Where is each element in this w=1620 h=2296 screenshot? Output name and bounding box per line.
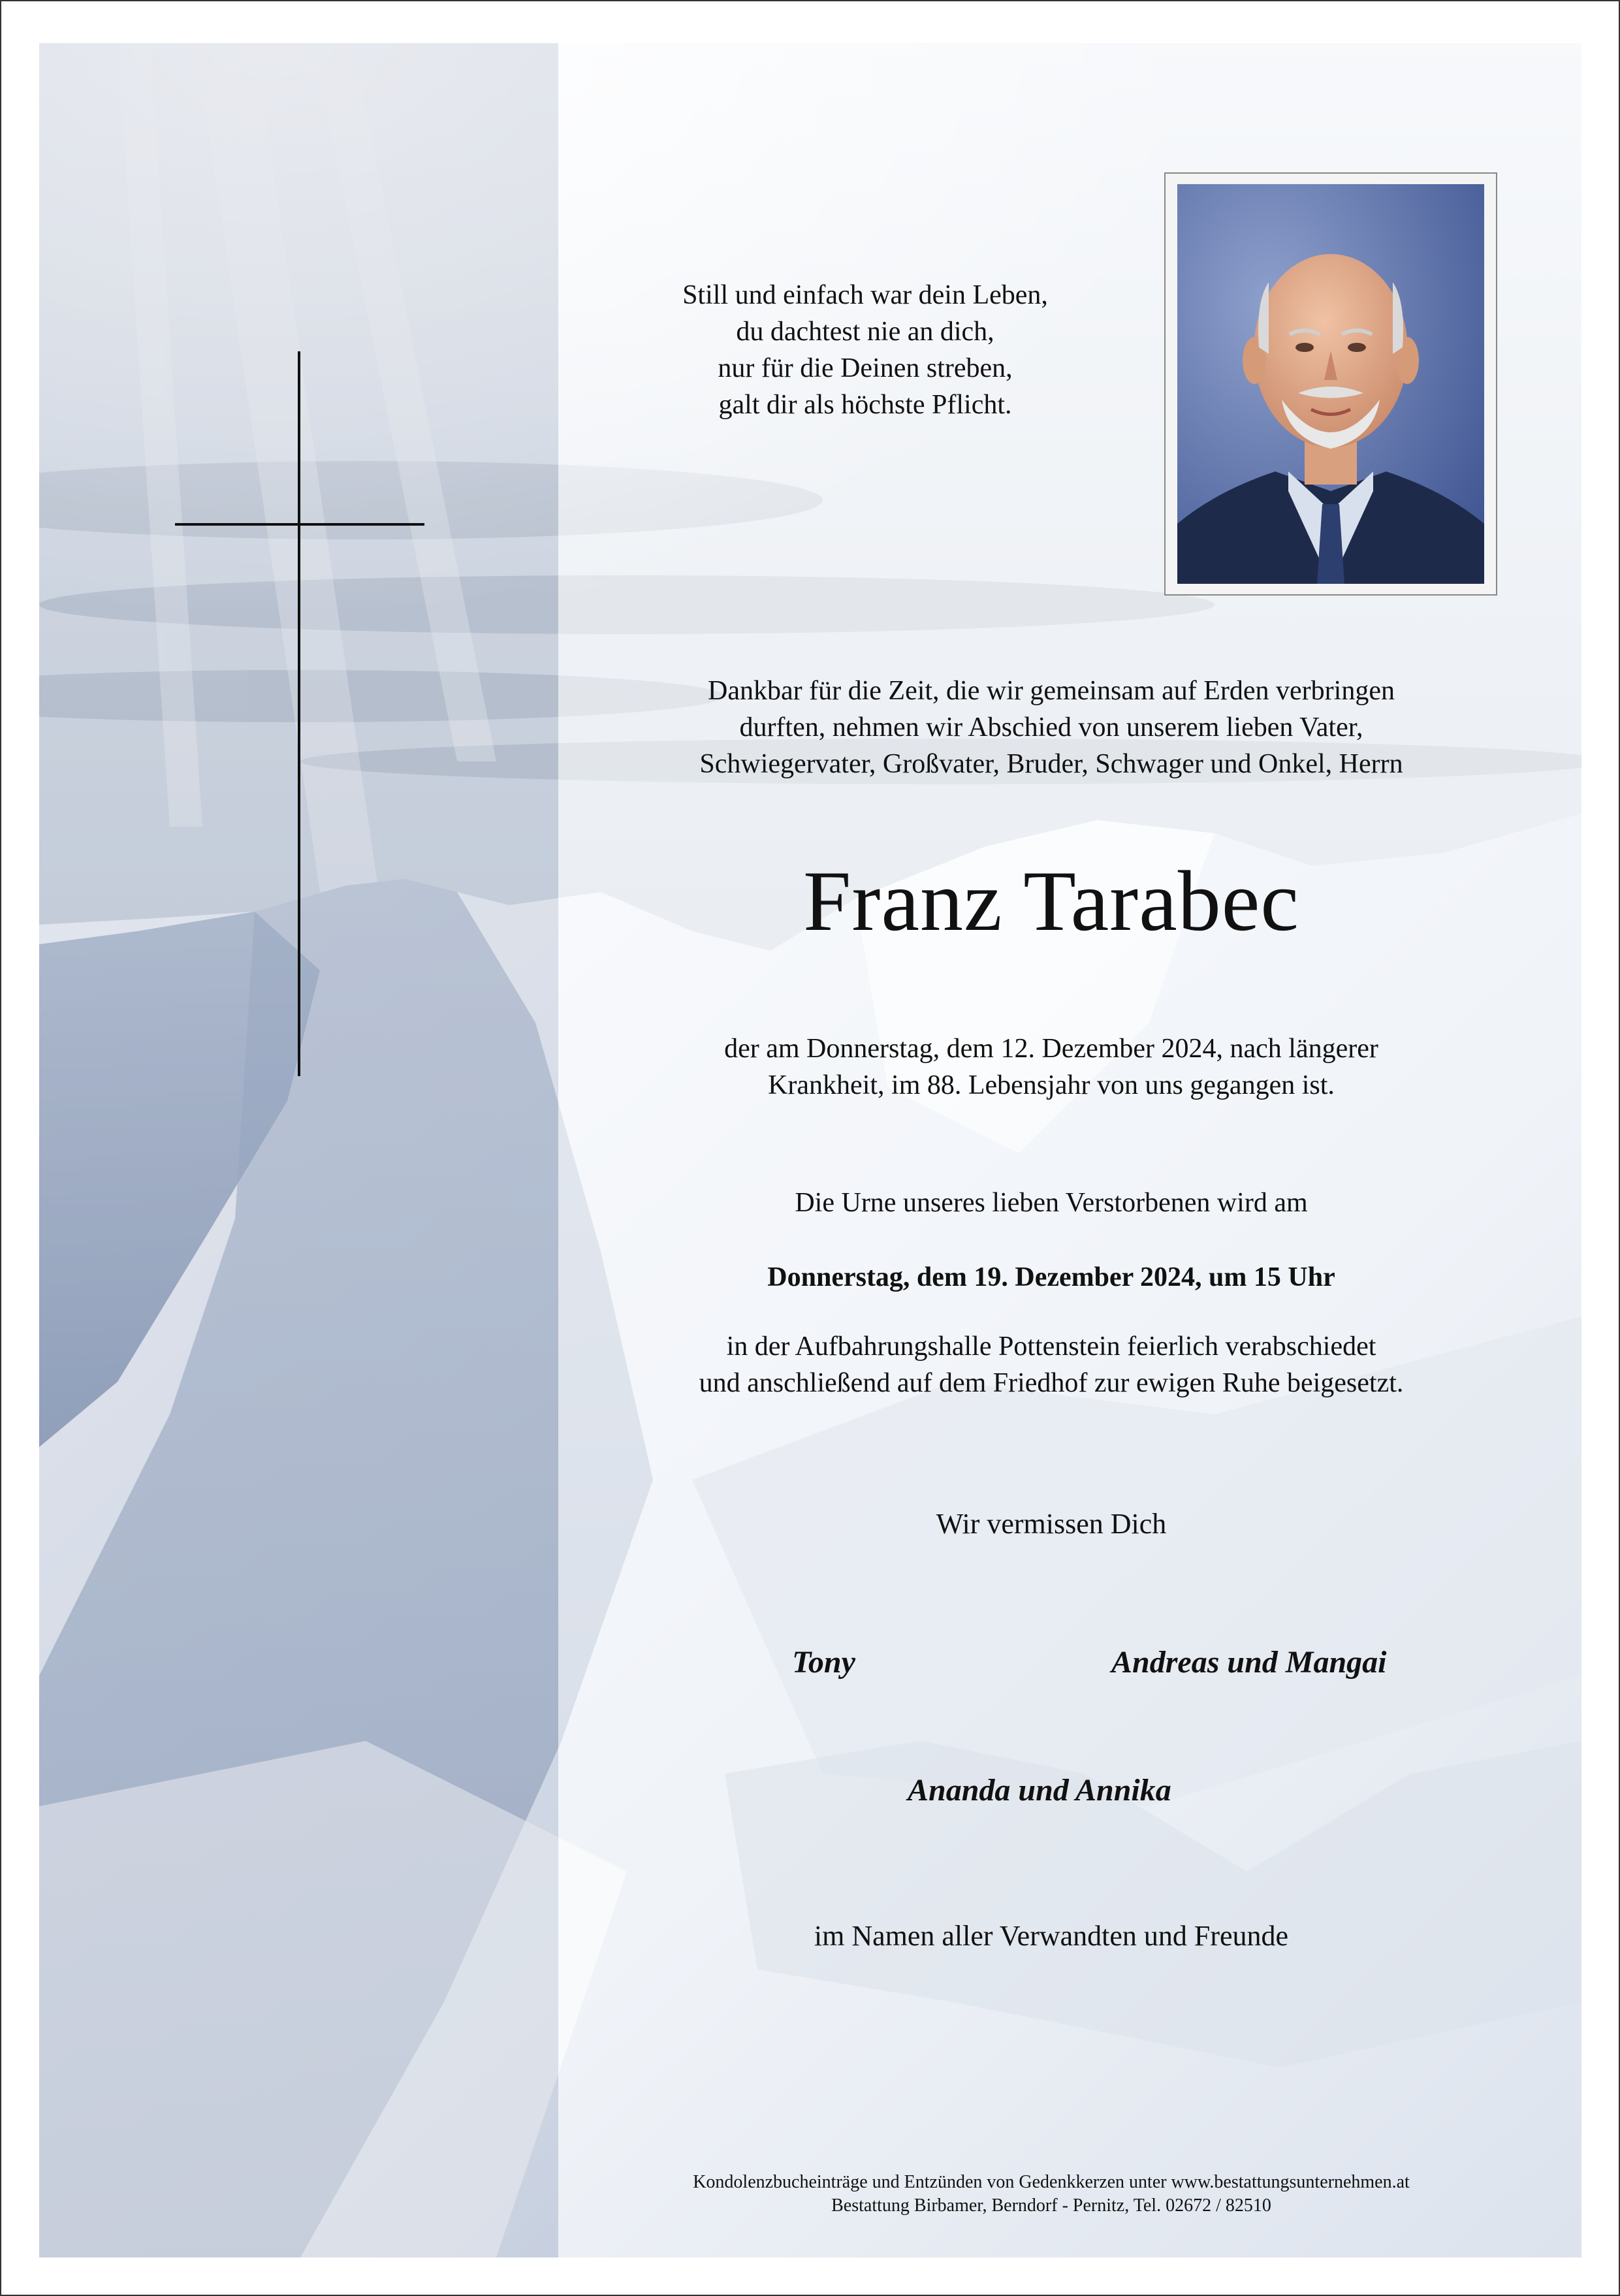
portrait-frame [1164, 172, 1497, 596]
signature-andreas-mangai: Andreas und Mangai [1111, 1645, 1387, 1680]
family-text: im Namen aller Verwandten und Freunde [814, 1920, 1289, 1952]
cross-horizontal-bar [175, 523, 424, 526]
footer-contact-line: Bestattung Birbamer, Berndorf - Pernitz, Tel. 02672 / 82510 [831, 2195, 1271, 2216]
ceremony-place [627, 1328, 1476, 1401]
footer [627, 2171, 1476, 2218]
poem-line: du dachtest nie an dich, [736, 317, 994, 347]
intro-line: Dankbar für die Zeit, die wir gemeinsam auf Erden verbringen [708, 676, 1395, 706]
miss-text: Wir vermissen Dich [936, 1508, 1167, 1540]
intro-line: durften, nehmen wir Abschied von unserem lieben Vater, [739, 712, 1363, 742]
place-line: in der Aufbahrungshalle Pottenstein feierlich verabschiedet [726, 1331, 1376, 1362]
portrait-photo [1177, 184, 1484, 584]
urn-text: Die Urne unseres lieben Verstorbenen wird am [795, 1188, 1308, 1218]
poem-line: galt dir als höchste Pflicht. [718, 390, 1012, 420]
death-line: der am Donnerstag, dem 12. Dezember 2024, nach längerer [724, 1034, 1378, 1064]
intro-paragraph [627, 673, 1476, 782]
death-line: Krankheit, im 88. Lebensjahr von uns gegangen ist. [768, 1070, 1335, 1100]
cross-vertical-bar [298, 351, 300, 1076]
ceremony-date: Donnerstag, dem 19. Dezember 2024, um 15 Uhr [767, 1262, 1335, 1292]
deceased-name: Franz Tarabec [803, 853, 1299, 949]
portrait-man-icon [1177, 184, 1484, 584]
poem [588, 277, 1143, 423]
footer-condolence-line: Kondolenzbucheinträge und Entzünden von Gedenkkerzen unter www.bestattungsunternehmen.at [693, 2172, 1410, 2192]
signature-ananda-annika: Ananda und Annika [908, 1773, 1171, 1808]
signature-tony: Tony [792, 1645, 855, 1680]
poem-line: nur für die Deinen streben, [718, 353, 1013, 383]
death-notice [627, 1030, 1476, 1104]
place-line: und anschließend auf dem Friedhof zur ewigen Ruhe beigesetzt. [699, 1368, 1404, 1398]
poem-line: Still und einfach war dein Leben, [682, 280, 1048, 310]
intro-line: Schwiegervater, Großvater, Bruder, Schwager und Onkel, Herrn [699, 749, 1403, 779]
